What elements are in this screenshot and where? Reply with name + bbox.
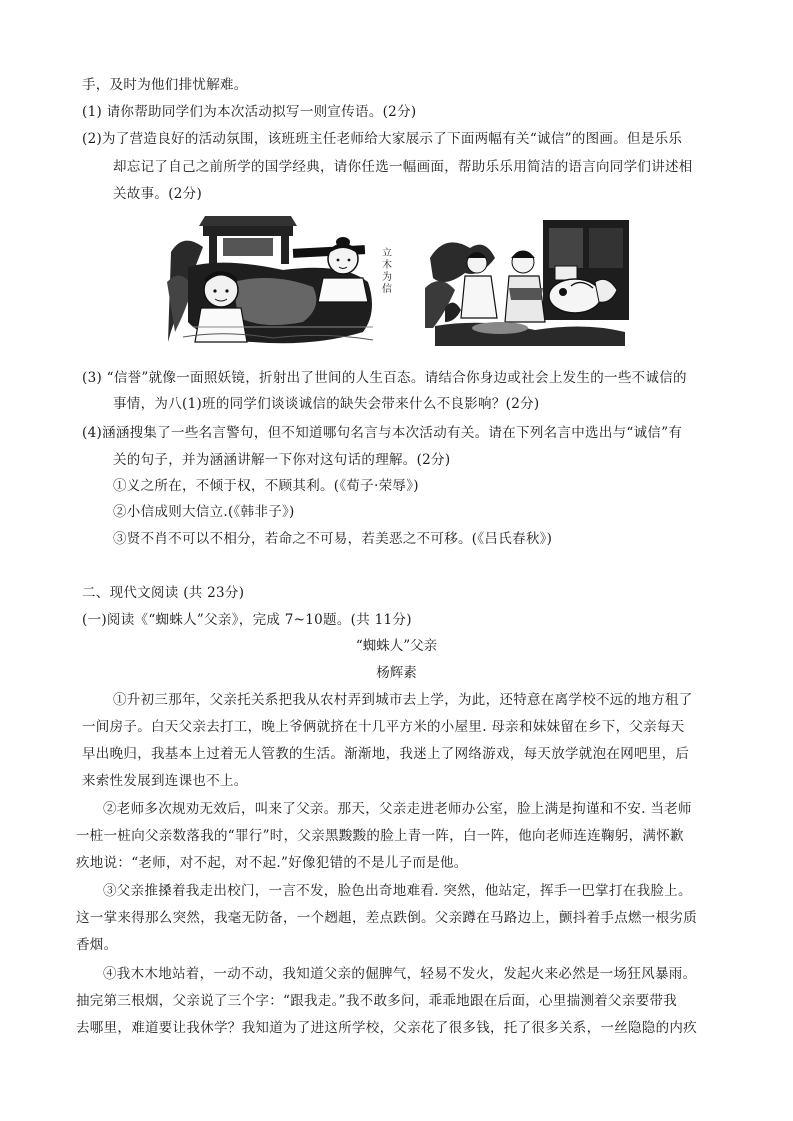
question-2-line-2: 却忘记了自己之前所学的国学经典，请你任选一幅画面，帮助乐乐用简洁的语言向同学们讲述相 [113,159,693,175]
question-3-line-1: (3) “信誉”就像一面照妖镜，折射出了世间的人生百态。请结合你身边或社会上发生的一些不诚信的 [82,370,687,386]
article-line: 香烟。 [76,937,118,953]
question-2-line-3: 关故事。(2分) [113,186,203,202]
article-line: 来索性发展到连课也不上。 [82,773,248,789]
article-line: ④我木木地站着，一动不动，我知道父亲的倔脾气，轻易不发火，发起火来必然是一场狂风暴雨。 [103,966,697,982]
article-line: ③父亲推搡着我走出校门，一言不发，脸色出奇地难看. 突然，他站定，挥手一巴掌打在我脸上。 [103,883,692,899]
illustration-story-scene [425,218,632,346]
article-author: 杨辉素 [376,665,417,681]
illustration-caption: 立木为信 [382,248,392,295]
article-line: 疚地说：“老师，对不起，对不起.”好像犯错的不是儿子而是他。 [76,855,468,871]
article-line: 抽完第三根烟，父亲说了三个字：“跟我走。”我不敢多问，乖乖地跟在后面，心里揣测着父亲要带我 [76,993,678,1009]
quote-option-3: ③贤不肖不可以不相分，若命之不可易，若美恶之不可移。(《吕氏春秋》) [113,531,553,547]
article-line: 这一掌来得那么突然，我毫无防备，一个趔趄，差点跌倒。父亲蹲在马路边上，颤抖着手点燃一根劣质 [76,910,697,926]
article-line: 一间房子。白天父亲去打工，晚上爷俩就挤在十几平方米的小屋里. 母亲和妹妹留在乡下，父亲每天 [82,719,685,735]
section-heading: 二、现代文阅读 (共 23分) [82,585,245,601]
article-line: 去哪里，难道要让我休学？我知道为了进这所学校，父亲花了很多钱，托了很多关系，一丝隐隐的内疚 [76,1020,697,1036]
quote-option-2: ②小信成则大信立.(《韩非子》) [113,504,295,520]
question-3-line-2: 事情，为八(1)班的同学们谈谈诚信的缺失会带来什么不良影响？(2分) [113,396,540,412]
section-subheading: (一)阅读《“蜘蛛人”父亲》，完成 7~10题。(共 11分) [82,612,412,628]
quote-option-1: ①义之所在，不倾于权，不顾其利。(《荀子·荣辱》) [113,478,419,494]
article-line: 早出晚归，我基本上过着无人管教的生活。渐渐地，我迷上了网络游戏，每天放学就泡在网吧里，后 [82,746,690,762]
article-line: ①升初三那年，父亲托关系把我从农村弄到城市去上学，为此，还特意在离学校不远的地方租了 [113,692,693,708]
article-title: “蜘蛛人”父亲 [355,638,438,654]
question-4-line-1: (4)涵涵搜集了一些名言警句，但不知道哪句名言与本次活动有关。请在下列名言中选出与“诚信”有 [82,425,683,441]
question-2-line-1: (2)为了营造良好的活动氛围，该班班主任老师给大家展示了下面两幅有关“诚信”的图画。但是乐乐 [82,131,683,147]
question-4-line-2: 关的句子，并为涵涵讲解一下你对这句话的理解。(2分) [113,452,451,468]
article-line: 一桩一桩向父亲数落我的“罪行”时，父亲黑黢黢的脸上青一阵，白一阵，他向老师连连鞠躬，满怀歉 [76,828,684,844]
question-1: (1) 请你帮助同学们为本次活动拟写一则宣传语。(2分) [82,104,417,120]
text-line: 手，及时为他们排忧解难。 [82,77,248,93]
article-line: ②老师多次规劝无效后，叫来了父亲。那天，父亲走进老师办公室，脸上满是拘谨和不安. 当老师 [103,801,692,817]
illustration-standing-wood [163,212,398,352]
